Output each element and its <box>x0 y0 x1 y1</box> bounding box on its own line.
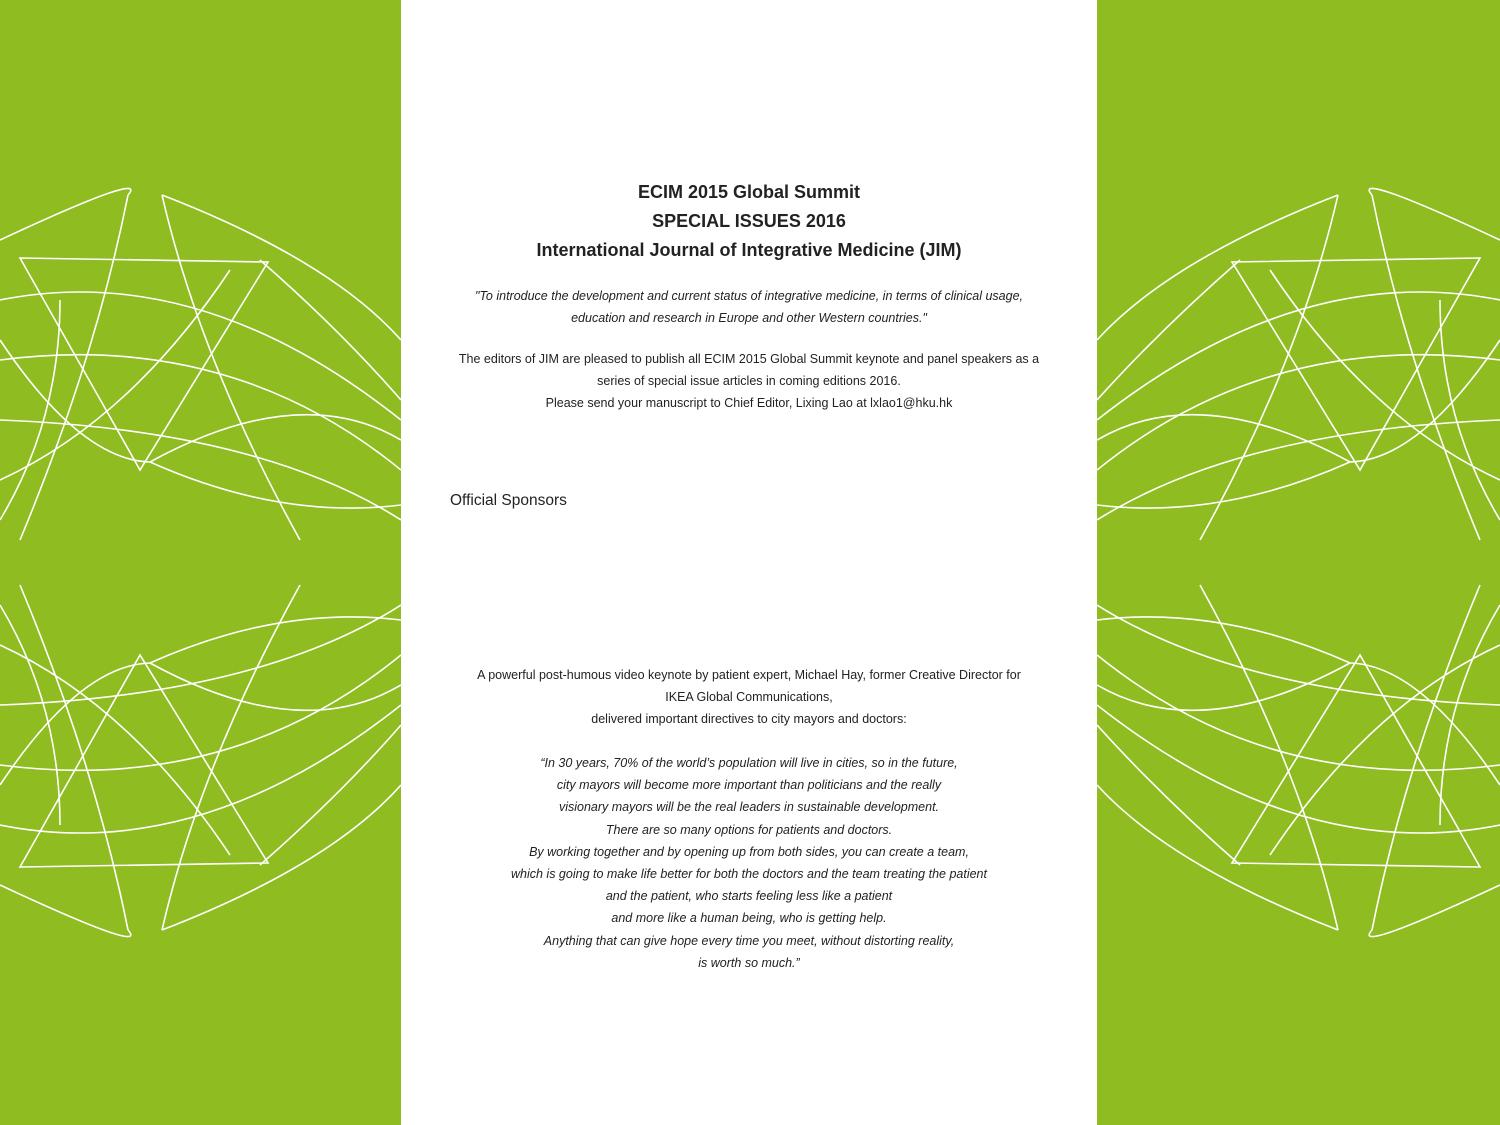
title-block <box>401 178 1097 265</box>
keynote-intro-line: A powerful post-humous video keynote by patient expert, Michael Hay, former Creative Director for <box>477 668 1021 682</box>
intro-quote <box>401 285 1097 329</box>
quote-line: Anything that can give hope every time you meet, without distorting reality, <box>543 933 955 948</box>
keynote-intro-line: delivered important directives to city mayors and doctors: <box>591 712 907 726</box>
special-issues-title: SPECIAL ISSUES 2016 <box>652 211 846 231</box>
quote-line: visionary mayors will be the real leaders in sustainable development. <box>558 800 940 815</box>
editors-note-line: The editors of JIM are pleased to publish all ECIM 2015 Global Summit keynote and panel speakers as a <box>458 352 1040 366</box>
keynote-intro <box>401 664 1097 730</box>
left-lattice-ornament-icon <box>0 0 401 1125</box>
quote-line: “In 30 years, 70% of the world’s population will live in cities, so in the future, <box>540 756 958 770</box>
left-decorative-panel <box>0 0 401 1125</box>
content-column <box>401 0 1097 1125</box>
quote-line: which is going to make life better for both the doctors and the team treating the patient <box>511 867 987 882</box>
summit-title: ECIM 2015 Global Summit <box>637 182 861 202</box>
quote-line: By working together and by opening up from both sides, you can create a team, <box>529 844 969 859</box>
quote-line: and more like a human being, who is getting help. <box>611 911 887 926</box>
quote-line: city mayors will become more important than politicians and the really <box>556 778 942 793</box>
michael-hay-quote <box>401 752 1097 974</box>
editors-note-line: Please send your manuscript to Chief Editor, Lixing Lao at lxlao1@hku.hk <box>545 396 953 410</box>
keynote-intro-line: IKEA Global Communications, <box>665 690 833 704</box>
quote-line: There are so many options for patients and doctors. <box>605 822 893 837</box>
journal-title: International Journal of Integrative Medicine (JIM) <box>536 240 962 260</box>
intro-quote-line: education and research in Europe and other Western countries." <box>571 311 927 325</box>
quote-line: and the patient, who starts feeling less like a patient <box>605 889 893 904</box>
sponsors-heading: Official Sponsors <box>450 492 567 509</box>
editors-note <box>401 348 1097 414</box>
editors-note-line: series of special issue articles in coming editions 2016. <box>597 374 901 388</box>
right-decorative-panel <box>1097 0 1500 1125</box>
quote-line: is worth so much.” <box>698 955 800 970</box>
right-lattice-ornament-icon <box>1097 0 1500 1125</box>
intro-quote-line: "To introduce the development and current status of integrative medicine, in terms of clinical usage, <box>474 289 1024 303</box>
